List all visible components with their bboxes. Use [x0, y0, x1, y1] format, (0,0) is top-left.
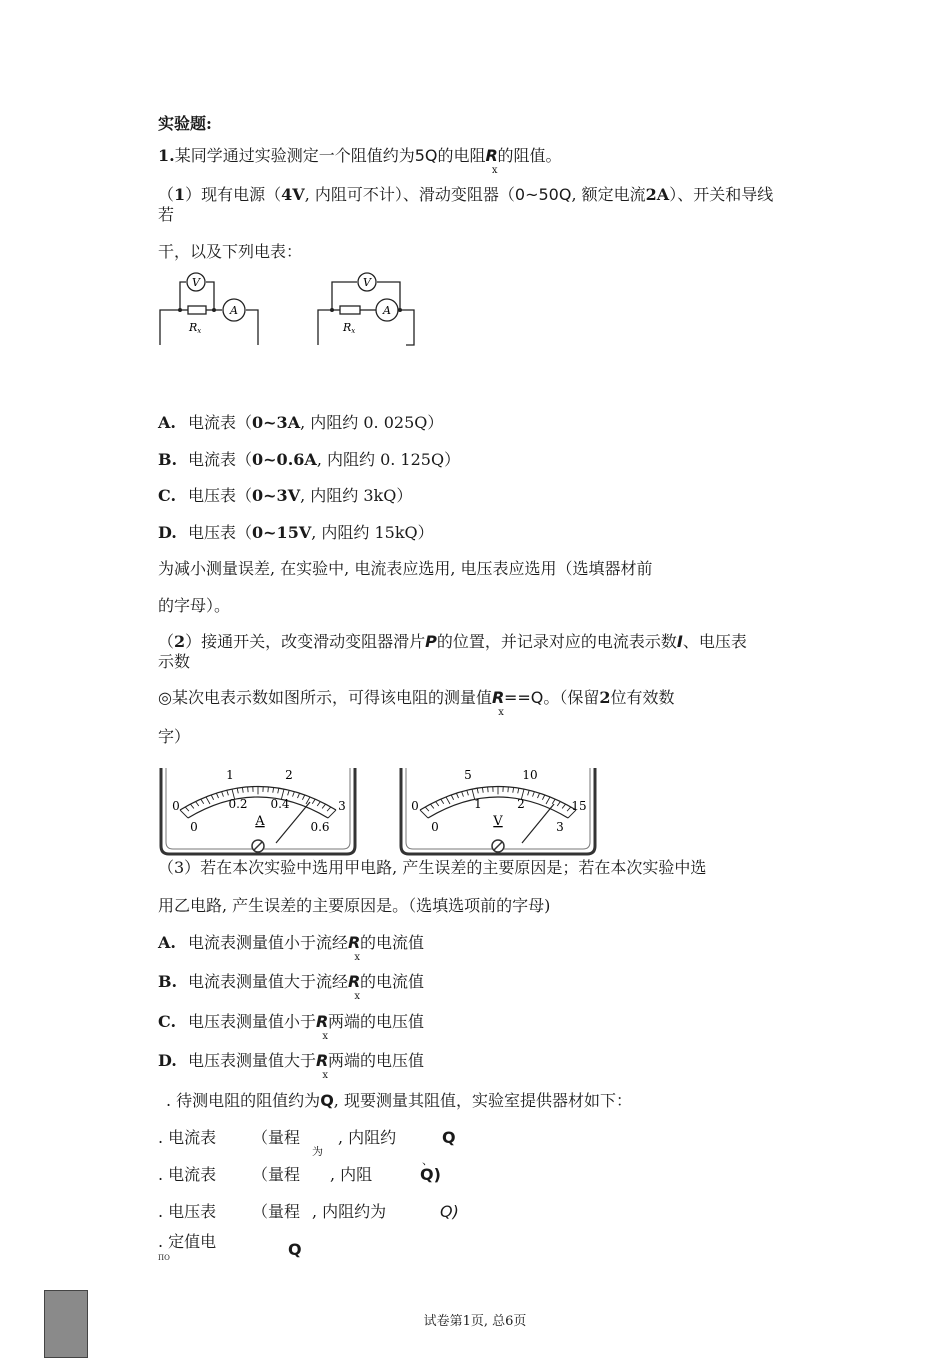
question-2-stem — [166, 1091, 632, 1111]
option-key: A. — [158, 933, 176, 952]
text: 的电流值 — [359, 972, 424, 991]
part-2-line-2: 示数 — [158, 652, 191, 671]
scale-tick — [562, 804, 565, 808]
scale-tick — [201, 799, 204, 804]
ammeter-scale-bottom: 0.2 — [228, 797, 248, 811]
voltmeter-label: V — [192, 276, 200, 289]
equipment-item — [158, 1128, 456, 1158]
text: 2A — [645, 185, 670, 204]
stem-text: 某同学通过实验测定一个阻值约为 — [174, 146, 415, 165]
text: 0~15V — [252, 523, 312, 542]
page-footer: 试卷第1页, 总6页 — [423, 1314, 527, 1329]
equipment-item — [158, 1202, 459, 1222]
text: 0~3V — [252, 486, 301, 505]
scale-tick — [237, 788, 238, 793]
text: . 待测电阻的阻值约为 — [166, 1091, 321, 1110]
text: , 现要测量其阻值，实验室提供器材如下： — [333, 1091, 632, 1110]
voltmeter-unit-label: V — [493, 814, 503, 829]
option-key: A. — [158, 413, 176, 432]
ammeter-scale-bottom: 0 — [190, 820, 198, 834]
text: 的电流值 — [359, 933, 424, 952]
scale-tick — [542, 795, 544, 800]
voltmeter-scale-top: 5 — [464, 768, 472, 782]
section-title: 实验题: — [158, 114, 212, 133]
text: 两端的电压值 — [327, 1012, 424, 1031]
text: 4V — [281, 185, 305, 204]
option2-c — [158, 1012, 424, 1042]
option-key: D. — [158, 523, 177, 542]
scale-tick — [268, 787, 269, 792]
part-3-line-1: （3）若在本次实验中选用甲电路, 产生误差的主要原因是；若在本次实验中选 — [158, 858, 707, 877]
ammeter-scale-top: 0 — [172, 799, 180, 813]
text: , 内阻 — [330, 1165, 373, 1184]
text: Q) — [440, 1202, 459, 1221]
text: 为 — [312, 1145, 323, 1158]
option-d — [158, 523, 434, 543]
part-3-line-2: 用乙电路, 产生误差的主要原因是。（选填选项前的字母) — [158, 896, 551, 915]
scale-tick — [196, 802, 199, 806]
scale-tick — [227, 790, 229, 795]
option2-b — [158, 972, 424, 1002]
text: Q — [320, 1091, 334, 1110]
scale-tick — [528, 790, 530, 795]
ammeter-label: A — [230, 304, 238, 317]
equipment-item — [158, 1232, 302, 1262]
text: 电流表（ — [188, 450, 253, 469]
option-key: B. — [158, 972, 178, 991]
text: （ — [158, 632, 175, 651]
text: 两端的电压值 — [327, 1051, 424, 1070]
subscript: x — [491, 165, 498, 176]
scale-tick — [513, 787, 514, 792]
option-key: C. — [158, 1012, 177, 1031]
circuit-diagram-1 — [150, 265, 270, 350]
subscript: x — [354, 991, 360, 1002]
text: . 电压表 — [158, 1202, 217, 1221]
resistor-symbol: R — [348, 972, 361, 991]
scale-tick — [273, 787, 274, 792]
text: ）现有电源（ — [185, 185, 282, 204]
text: 电流表（ — [188, 413, 253, 432]
text: , 内阻约 3kQ） — [300, 486, 413, 505]
stem-value: 5Q — [414, 146, 438, 165]
option2-a — [158, 933, 424, 963]
scale-tick — [190, 804, 193, 808]
scale-tick — [425, 807, 429, 811]
scale-tick — [430, 804, 433, 808]
text: ПО — [158, 1254, 170, 1262]
circuit-diagram-2 — [310, 265, 430, 350]
scale-tick — [317, 802, 320, 806]
scale-tick — [327, 807, 331, 811]
voltmeter-scale-bottom: 0 — [431, 820, 439, 834]
scale-tick — [436, 802, 439, 806]
scale-tick — [216, 793, 218, 798]
option-key: D. — [158, 1051, 177, 1070]
voltmeter-scale-bottom: 2 — [517, 797, 525, 811]
scale-tick — [446, 797, 450, 804]
text: Q) — [420, 1165, 441, 1184]
voltmeter-scale-top: 0 — [411, 799, 419, 813]
text: 位有效数 — [610, 688, 675, 707]
text: , 内阻可不计）、滑动变阻器（ — [304, 185, 515, 204]
option-a — [158, 413, 443, 433]
scale-tick — [482, 787, 483, 792]
text: , 额定电流 — [571, 185, 646, 204]
text: , 内阻约 — [338, 1128, 397, 1147]
scale-tick — [537, 793, 539, 798]
part-1-line-2: 若 — [158, 205, 175, 224]
stem-text: 的阻值。 — [497, 146, 562, 165]
resistor-label: Rx — [343, 321, 356, 335]
selection-line-2: 的字母）。 — [158, 596, 231, 615]
scale-tick — [248, 787, 249, 792]
text: 电压表测量值大于 — [188, 1051, 317, 1070]
text: 、电压表 — [682, 632, 747, 651]
text: 电流表测量值大于流经 — [188, 972, 349, 991]
ammeter-label: A — [383, 304, 391, 317]
text: ）接通开关，改变滑动变阻器滑片 — [185, 632, 426, 651]
scale-tick — [206, 797, 210, 804]
ammeter-scale-bottom: 0.4 — [270, 797, 290, 811]
scale-tick — [242, 787, 243, 792]
voltmeter-scale-bottom: 1 — [474, 797, 482, 811]
part-1-line-1 — [158, 185, 773, 205]
text: （ — [158, 185, 175, 204]
text: 的位置，并记录对应的电流表示数 — [436, 632, 677, 651]
scale-tick — [456, 793, 458, 798]
text: 电压表（ — [188, 486, 253, 505]
symbol-p: P — [425, 632, 437, 651]
text: , 内阻约为 — [312, 1202, 387, 1221]
subscript: x — [498, 707, 504, 718]
option-b — [158, 450, 460, 470]
text: 电压表测量值小于 — [188, 1012, 317, 1031]
scale-tick — [288, 790, 290, 795]
subscript: x — [354, 952, 360, 963]
question-number: 1. — [158, 146, 175, 165]
scale-tick — [462, 792, 464, 797]
resistor-label: Rx — [189, 321, 202, 335]
text: 0~3A — [252, 413, 301, 432]
text: 电流表测量值小于流经 — [188, 933, 349, 952]
scale-tick — [222, 792, 224, 797]
scale-tick — [546, 797, 550, 804]
text: Q — [288, 1240, 302, 1259]
subscript: x — [322, 1031, 328, 1042]
scale-tick — [467, 790, 469, 795]
resistor-symbol: R — [485, 146, 498, 165]
ammeter-scale-top: 1 — [226, 768, 234, 782]
resistor-symbol: R — [348, 933, 361, 952]
option-key: C. — [158, 486, 177, 505]
ammeter-unit-label: A — [255, 814, 265, 829]
scale-tick — [211, 795, 213, 800]
text: （量程 — [252, 1202, 301, 1221]
resistor-symbol: R — [316, 1012, 329, 1031]
text: Q — [442, 1128, 456, 1147]
ammeter-scale-bottom: 0.6 — [310, 820, 330, 834]
scale-tick — [180, 810, 188, 818]
text: 、 — [422, 1154, 433, 1167]
scale-tick — [451, 795, 453, 800]
resistor-symbol: R — [316, 1051, 329, 1070]
scale-tick — [328, 810, 336, 818]
text: . 定值电 — [158, 1232, 217, 1251]
scale-tick — [488, 787, 489, 792]
text: （量程 — [252, 1165, 301, 1184]
scale-tick — [557, 802, 560, 806]
resistor-symbol: R — [491, 688, 505, 707]
part-2-line-4: 字） — [158, 727, 191, 746]
stem-text: 的电阻 — [437, 146, 486, 165]
voltmeter-needle — [522, 804, 554, 843]
text: 0~0.6A — [252, 450, 317, 469]
text: 0~50Q — [514, 185, 572, 204]
text: 2 — [599, 688, 611, 707]
scale-tick — [297, 793, 299, 798]
scale-tick — [533, 792, 535, 797]
scale-tick — [322, 804, 325, 808]
scale-tick — [518, 788, 519, 793]
option2-d — [158, 1051, 424, 1081]
option-c — [158, 486, 412, 506]
text: , 内阻约 0. 125Q） — [316, 450, 461, 469]
scale-tick — [441, 799, 444, 804]
part-2-line-3 — [158, 688, 675, 718]
voltmeter-scale-top: 15 — [571, 799, 587, 813]
scale-tick — [508, 787, 509, 792]
text: . 电流表 — [158, 1128, 217, 1147]
scale-tick — [567, 807, 571, 811]
voltmeter-dial — [398, 768, 598, 858]
text: ）、开关和导线 — [669, 185, 774, 204]
scale-tick — [302, 795, 304, 800]
voltmeter-label: V — [363, 276, 371, 289]
scale-tick — [278, 788, 279, 793]
text: （量程 — [252, 1128, 301, 1147]
text: 电压表（ — [188, 523, 253, 542]
text: , 内阻约 0. 025Q） — [300, 413, 444, 432]
voltmeter-scale-bottom: 3 — [556, 820, 564, 834]
scale-tick — [477, 788, 478, 793]
text: ==Q。（保留 — [503, 688, 600, 707]
text: 2 — [174, 632, 186, 651]
scale-tick — [312, 799, 315, 804]
text: . 电流表 — [158, 1165, 217, 1184]
symbol-i: I — [676, 632, 683, 651]
equipment-item — [158, 1154, 441, 1185]
scale-tick — [185, 807, 189, 811]
text: , 内阻约 15kQ） — [311, 523, 434, 542]
ammeter-dial — [158, 768, 358, 858]
subscript: x — [322, 1070, 328, 1081]
ammeter-scale-top: 3 — [338, 799, 346, 813]
question-1-stem — [158, 146, 562, 176]
voltmeter-scale-top: 10 — [522, 768, 538, 782]
selection-line-1: 为减小测量误差, 在实验中, 电流表应选用, 电压表应选用（选填器材前 — [158, 559, 653, 578]
part-2-line-1 — [158, 632, 747, 652]
part-1-line-3: 干，以及下列电表： — [158, 242, 303, 261]
text: 1 — [174, 185, 186, 204]
text: ◎某次电表示数如图所示，可得该电阻的测量值 — [158, 688, 492, 707]
scale-tick — [293, 792, 295, 797]
scale-tick — [552, 799, 555, 804]
option-key: B. — [158, 450, 178, 469]
ammeter-scale-top: 2 — [285, 768, 293, 782]
scale-tick — [420, 810, 428, 818]
